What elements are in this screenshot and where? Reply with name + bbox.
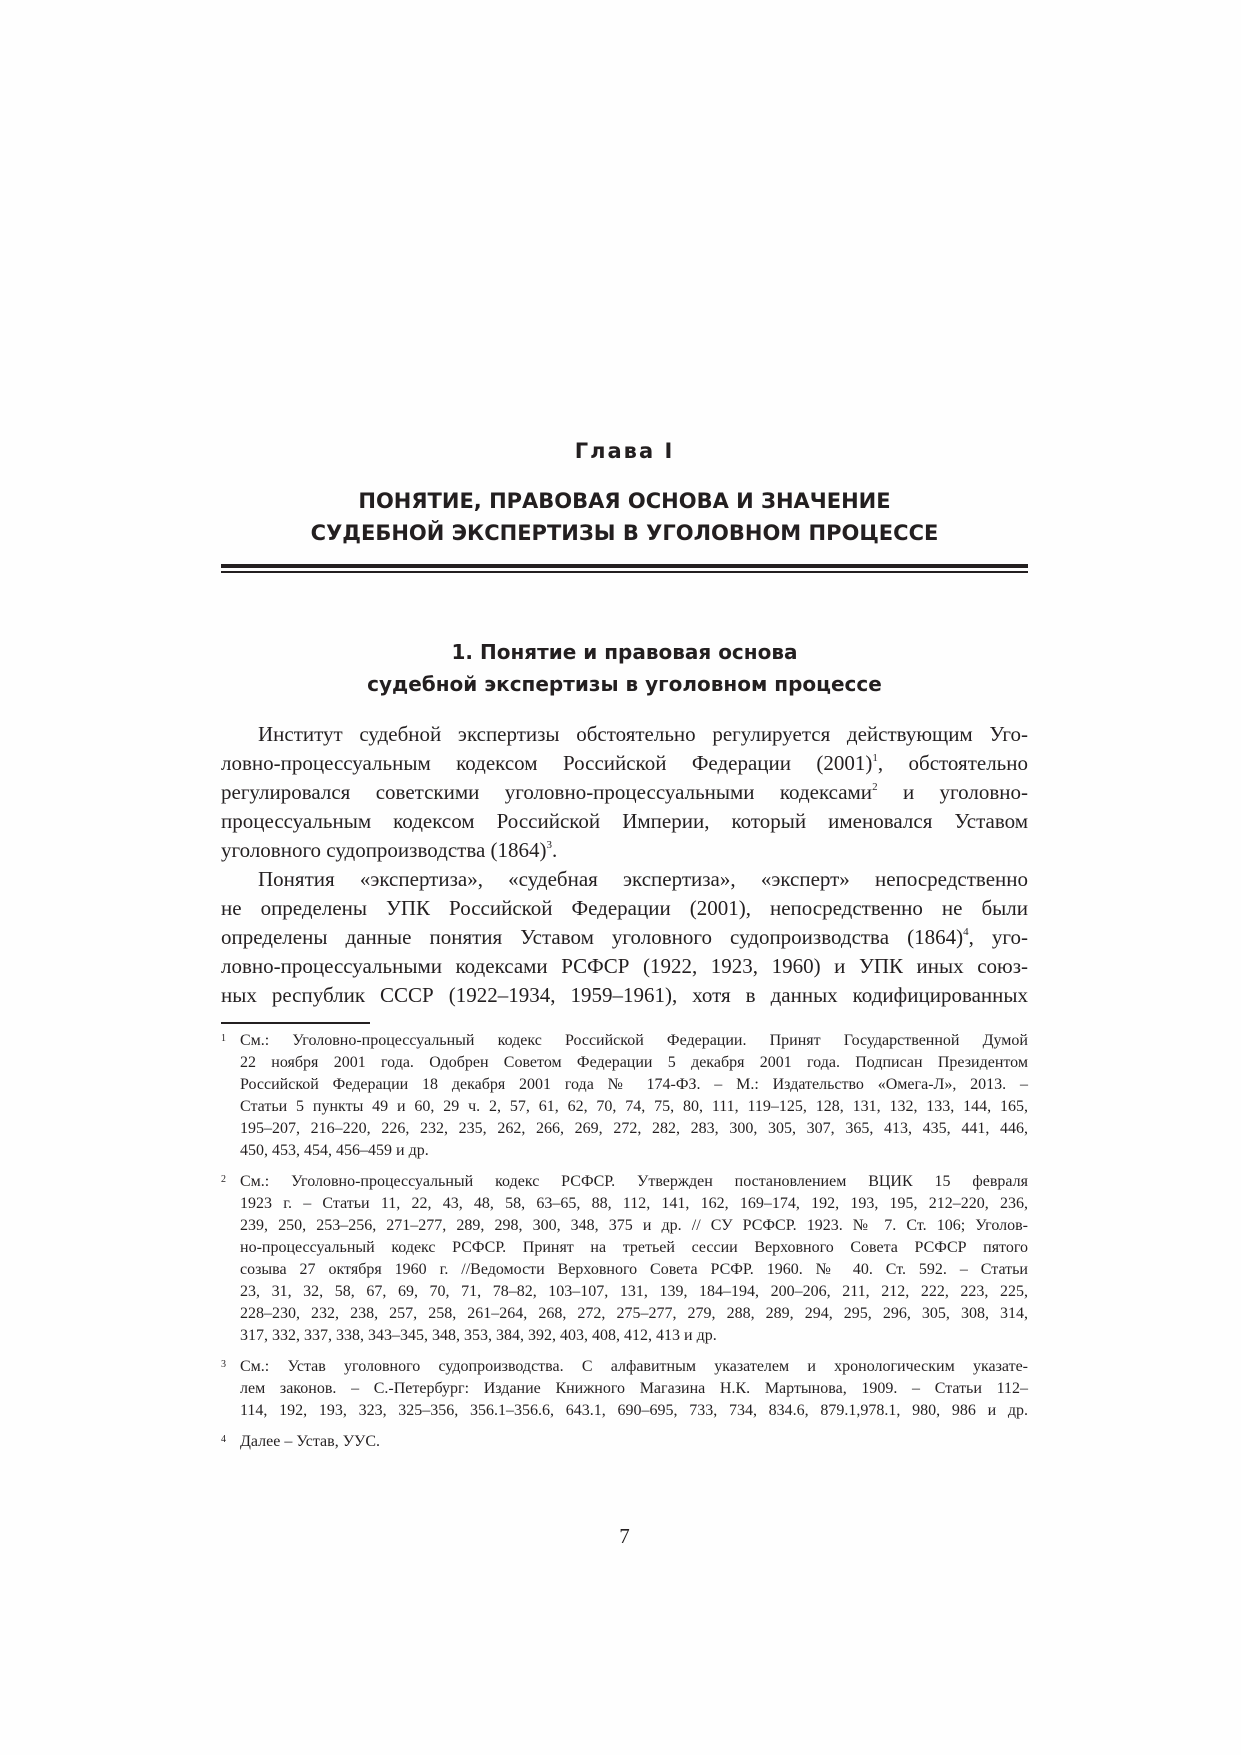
text-run: .	[552, 838, 558, 862]
text-run: регулировался советскими уголовно-процессуальными кодексами	[221, 780, 873, 804]
section-title-line: 1. Понятие и правовая основа	[451, 640, 798, 664]
footnote-ref[interactable]: 3	[546, 839, 553, 851]
text-line	[221, 778, 1028, 807]
footnote	[221, 1030, 1028, 1162]
section-title-line: судебной экспертизы в уголовном процессе	[367, 672, 882, 696]
body-text	[221, 720, 1028, 1010]
footnote	[221, 1356, 1028, 1422]
footnote-number: 1	[221, 1033, 226, 1044]
text-run: уголовного судопроизводства (1864)	[221, 838, 547, 862]
chapter-title	[221, 485, 1028, 549]
text-line: не определены УПК Российской Федерации (2001), непосредственно не были	[221, 896, 1028, 920]
footnotes	[221, 1030, 1028, 1462]
footnote-line: Российской Федерации 18 декабря 2001 года № 174-ФЗ. – М.: Издательство «Омега-Л», 2013. –	[240, 1076, 1028, 1093]
footnote-line: См.: Уголовно-процессуальный кодекс РСФСР. Утвержден постановлением ВЦИК 15 февраля	[240, 1173, 1028, 1190]
text-line	[221, 923, 1028, 952]
footnote-line: созыва 27 октября 1960 г. //Ведомости Верховного Совета РСФР. 1960. № 40. Ст. 592. – Статьи	[240, 1261, 1028, 1278]
text-line	[221, 749, 1028, 778]
footnote-line: Далее – Устав, УУС.	[240, 1433, 381, 1450]
text-run: , уго-	[968, 925, 1028, 949]
paragraph	[221, 865, 1028, 1010]
footnote-line: 1923 г. – Статьи 11, 22, 43, 48, 58, 63–65, 88, 112, 141, 162, 169–174, 192, 193, 195, 212–220, 236,	[240, 1195, 1028, 1212]
text-run: , обстоятельно	[877, 751, 1028, 775]
footnote-ref[interactable]: 4	[963, 926, 969, 938]
text-run: и уголовно-	[877, 780, 1028, 804]
footnote-ref[interactable]: 2	[872, 781, 878, 793]
footnote-line: 228–230, 232, 238, 257, 258, 261–264, 268, 272, 275–277, 279, 288, 289, 294, 295, 296, 305, 308, 314,	[240, 1305, 1028, 1322]
footnote-line: Статьи 5 пункты 49 и 60, 29 ч. 2, 57, 61, 62, 70, 74, 75, 80, 111, 119–125, 128, 131, 132, 133, 144, 165,	[240, 1098, 1028, 1115]
page-number: 7	[619, 1524, 630, 1548]
footnote-number: 3	[221, 1359, 226, 1370]
footnote	[221, 1171, 1028, 1347]
footnote-ref[interactable]: 1	[872, 752, 878, 764]
text-line: Понятия «экспертиза», «судебная экспертиза», «эксперт» непосредственно	[258, 867, 1028, 891]
footnote-line: 22 ноября 2001 года. Одобрен Советом Федерации 5 декабря 2001 года. Подписан Президентом	[240, 1054, 1028, 1071]
footnote-number: 4	[221, 1434, 226, 1445]
chapter-title-line: ПОНЯТИЕ, ПРАВОВАЯ ОСНОВА И ЗНАЧЕНИЕ	[358, 489, 891, 513]
footnote-line: 450, 453, 454, 456–459 и др.	[240, 1142, 429, 1159]
text-line: процессуальным кодексом Российской Империи, который именовался Уставом	[221, 809, 1028, 833]
chapter-title-line: СУДЕБНОЙ ЭКСПЕРТИЗЫ В УГОЛОВНОМ ПРОЦЕССЕ	[310, 521, 939, 545]
footnote-line: но-процессуальный кодекс РСФСР. Принят на третьей сессии Верховного Совета РСФСР пятого	[240, 1239, 1028, 1256]
paragraph	[221, 720, 1028, 865]
footnote	[221, 1431, 1028, 1453]
text-line: Институт судебной экспертизы обстоятельно регулируется действующим Уго-	[258, 722, 1028, 746]
footnote-line: См.: Уголовно-процессуальный кодекс Российской Федерации. Принят Государственной Думой	[240, 1032, 1028, 1049]
section-title	[221, 636, 1028, 700]
footnote-line: 114, 192, 193, 323, 325–356, 356.1–356.6, 643.1, 690–695, 733, 734, 834.6, 879.1,978.1, 980, 986 и др.	[240, 1402, 1028, 1419]
text-run: ловно-процессуальным кодексом Российской Федерации (2001)	[221, 751, 873, 775]
footnote-separator	[221, 1022, 370, 1024]
footnote-line: 195–207, 216–220, 226, 232, 235, 262, 266, 269, 272, 282, 283, 300, 305, 307, 365, 413, 435, 441, 446,	[240, 1120, 1028, 1137]
footnote-line: 23, 31, 32, 58, 67, 69, 70, 71, 78–82, 103–107, 131, 139, 184–194, 200–206, 211, 212, 222, 223, 225,	[240, 1283, 1028, 1300]
chapter-label: Глава I	[574, 439, 675, 463]
text-line: ловно-процессуальными кодексами РСФСР (1922, 1923, 1960) и УПК иных союз-	[221, 954, 1028, 978]
footnote-line: См.: Устав уголовного судопроизводства. С алфавитным указателем и хронологическим указате-	[240, 1358, 1028, 1375]
footnote-line: лем законов. – С.-Петербург: Издание Книжного Магазина Н.К. Мартынова, 1909. – Статьи 112–	[240, 1380, 1028, 1397]
text-run: определены данные понятия Уставом уголовного судопроизводства (1864)	[221, 925, 964, 949]
footnote-number: 2	[221, 1174, 226, 1185]
text-line: ных республик СССР (1922–1934, 1959–1961), хотя в данных кодифицированных	[221, 983, 1028, 1007]
footnote-line: 317, 332, 337, 338, 343–345, 348, 353, 384, 392, 403, 408, 412, 413 и др.	[240, 1327, 717, 1344]
chapter-divider-thin	[221, 571, 1028, 573]
chapter-divider-thick	[221, 564, 1028, 568]
text-line	[221, 836, 1028, 865]
footnote-line: 239, 250, 253–256, 271–277, 289, 298, 300, 348, 375 и др. // СУ РСФСР. 1923. № 7. Ст. 106; Уголов-	[240, 1217, 1028, 1234]
